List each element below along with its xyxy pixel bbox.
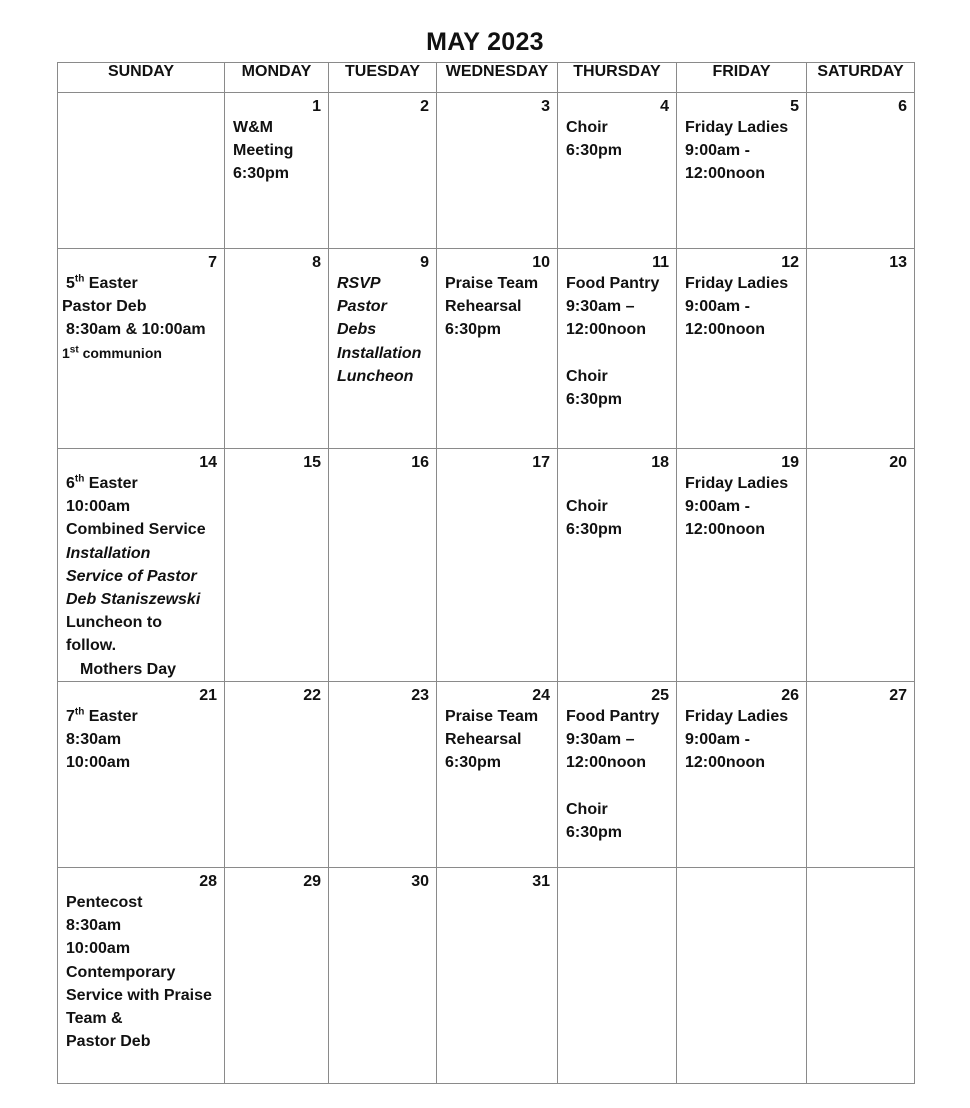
- day-cell-9: [329, 249, 437, 449]
- event-line: Team &: [66, 1010, 123, 1028]
- event-line: Choir: [566, 119, 608, 136]
- day-number: 29: [303, 873, 321, 890]
- day-number: 20: [889, 454, 907, 471]
- event-line: Friday Ladies: [685, 475, 789, 492]
- event-line: 12:00noon: [685, 521, 766, 539]
- event-line: 9:00am -: [685, 142, 750, 160]
- day-number: 31: [532, 873, 550, 890]
- day-cell-5: [677, 93, 807, 249]
- day-number: 12: [781, 254, 799, 271]
- day-cell-21: [58, 682, 225, 868]
- day-number: 22: [303, 687, 321, 704]
- event-line: Installation: [66, 544, 151, 562]
- day-number: 21: [199, 687, 217, 704]
- day-cell-28: [58, 868, 225, 1084]
- day-number: 16: [411, 454, 429, 471]
- day-cell-22: [225, 682, 329, 868]
- day-number: 15: [303, 454, 321, 471]
- event-line: 9:00am -: [685, 298, 750, 316]
- event-line: RSVP: [337, 275, 381, 292]
- event-line: Pastor Deb: [66, 1033, 151, 1051]
- week-row: [58, 449, 915, 682]
- event-line: 12:00noon: [685, 321, 766, 339]
- day-cell-18: [558, 449, 677, 682]
- event-line: 6:30pm: [566, 823, 623, 841]
- event-line: 9:00am -: [685, 731, 750, 749]
- ordinal-suffix: th: [74, 473, 85, 485]
- event-line: Friday Ladies: [685, 708, 789, 725]
- day-number: 3: [541, 98, 550, 115]
- empty-day-cell: [677, 868, 807, 1084]
- event-line: Service with Praise: [66, 986, 212, 1004]
- event-line: 8:30am: [66, 731, 122, 749]
- day-number: 8: [312, 254, 321, 271]
- event-line: Choir: [566, 498, 608, 515]
- day-cell-4: [558, 93, 677, 249]
- day-cell-16: [329, 449, 437, 682]
- event-line: Rehearsal: [445, 298, 522, 316]
- event-line: 6:30pm: [233, 165, 290, 183]
- day-cell-20: [807, 449, 915, 682]
- day-cell-11: [558, 249, 677, 449]
- day-cell-12: [677, 249, 807, 449]
- event-line: Praise Team: [445, 708, 539, 725]
- day-cell-30: [329, 868, 437, 1084]
- day-number: 13: [889, 254, 907, 271]
- day-cell-29: [225, 868, 329, 1084]
- event-line: W&M: [233, 119, 273, 136]
- event-line: Luncheon: [337, 367, 414, 385]
- ordinal-suffix: th: [74, 273, 85, 285]
- event-line: Rehearsal: [445, 731, 522, 749]
- event-line: follow.: [66, 637, 117, 655]
- day-cell-24: [437, 682, 558, 868]
- event-line: 6:30pm: [445, 321, 502, 339]
- event-line: Pentecost: [66, 894, 143, 911]
- day-number: 18: [651, 454, 669, 471]
- weekday-tuesday: TUESDAY: [329, 63, 437, 93]
- day-number: 27: [889, 687, 907, 704]
- event-line: Installation: [337, 344, 422, 362]
- event-line: 10:00am: [66, 754, 131, 772]
- event-line: Pastor Deb: [62, 298, 147, 316]
- event-line: Combined Service: [66, 521, 206, 539]
- day-cell-7: [58, 249, 225, 449]
- day-number: 7: [208, 254, 217, 271]
- spacer: [558, 342, 676, 365]
- day-cell-31: [437, 868, 558, 1084]
- day-number: 9: [420, 254, 429, 271]
- event-text: communion: [78, 344, 162, 361]
- ordinal-number: 1: [62, 344, 70, 361]
- day-number: 1: [312, 98, 321, 115]
- event-line: Friday Ladies: [685, 275, 789, 292]
- event-line: 9:30am –: [566, 731, 635, 749]
- event-line: 6:30pm: [566, 390, 623, 408]
- event-line: Deb Staniszewski: [66, 591, 201, 609]
- event-line: Food Pantry: [566, 275, 660, 292]
- day-cell-25: [558, 682, 677, 868]
- event-line: 12:00noon: [566, 754, 647, 772]
- event-line: 10:00am: [66, 940, 131, 958]
- event-line: 12:00noon: [685, 165, 766, 183]
- event-line: 6:30pm: [566, 142, 623, 160]
- event-line: Meeting: [233, 142, 294, 160]
- day-cell-14: [58, 449, 225, 682]
- day-number: 25: [651, 687, 669, 704]
- calendar-title: MAY 2023: [426, 28, 544, 56]
- week-row: [58, 868, 915, 1084]
- week-row: [58, 682, 915, 868]
- day-cell-23: [329, 682, 437, 868]
- event-line: [58, 705, 224, 728]
- event-line: 9:00am -: [685, 498, 750, 516]
- weekday-header-row: [58, 63, 915, 93]
- weekday-saturday: SATURDAY: [807, 63, 915, 93]
- day-number: 4: [660, 98, 669, 115]
- day-number: 5: [790, 98, 799, 115]
- event-line: [58, 342, 224, 365]
- event-line: Debs: [337, 321, 377, 339]
- ordinal-number: 7: [66, 708, 75, 725]
- event-text: Easter: [84, 708, 138, 725]
- day-number: 26: [781, 687, 799, 704]
- event-line: Service of Pastor: [66, 567, 197, 585]
- ordinal-number: 5: [66, 275, 75, 292]
- day-cell-10: [437, 249, 558, 449]
- empty-day-cell: [558, 868, 677, 1084]
- day-number: 23: [411, 687, 429, 704]
- empty-day-cell: [807, 868, 915, 1084]
- event-line: 8:30am: [66, 917, 122, 935]
- event-line: Choir: [566, 800, 608, 818]
- day-number: 24: [532, 687, 550, 704]
- event-line: 6:30pm: [445, 754, 502, 772]
- event-line: Contemporary: [66, 963, 176, 981]
- day-cell-27: [807, 682, 915, 868]
- day-cell-17: [437, 449, 558, 682]
- event-line: 12:00noon: [685, 754, 766, 772]
- day-cell-15: [225, 449, 329, 682]
- day-cell-3: [437, 93, 558, 249]
- event-text: Easter: [84, 275, 138, 292]
- ordinal-suffix: st: [69, 343, 79, 355]
- weekday-thursday: THURSDAY: [558, 63, 677, 93]
- day-cell-26: [677, 682, 807, 868]
- day-cell-19: [677, 449, 807, 682]
- ordinal-number: 6: [66, 475, 75, 492]
- event-text: Easter: [84, 475, 138, 492]
- event-line: [58, 472, 224, 495]
- event-line: Pastor: [337, 298, 387, 316]
- weekday-friday: FRIDAY: [677, 63, 807, 93]
- event-line: Food Pantry: [566, 708, 660, 725]
- event-line: Praise Team: [445, 275, 539, 292]
- event-line: 6:30pm: [566, 521, 623, 539]
- empty-day-cell: [58, 93, 225, 249]
- day-cell-13: [807, 249, 915, 449]
- event-line: [58, 272, 224, 295]
- weekday-monday: MONDAY: [225, 63, 329, 93]
- day-number: 10: [532, 254, 550, 271]
- event-line: 9:30am –: [566, 298, 635, 316]
- day-cell-1: [225, 93, 329, 249]
- week-row: [58, 93, 915, 249]
- event-line: 8:30am & 10:00am: [66, 321, 206, 339]
- event-line: 10:00am: [66, 498, 131, 516]
- calendar-grid: [57, 62, 915, 1084]
- day-cell-6: [807, 93, 915, 249]
- day-cell-8: [225, 249, 329, 449]
- event-line: Choir: [566, 367, 608, 385]
- event-line: Luncheon to: [66, 614, 162, 632]
- event-line: Friday Ladies: [685, 119, 789, 136]
- spacer: [558, 775, 676, 798]
- spacer: [558, 472, 676, 495]
- week-row: [58, 249, 915, 449]
- event-line: 12:00noon: [566, 321, 647, 339]
- day-number: 19: [781, 454, 799, 471]
- day-number: 11: [652, 254, 669, 271]
- weekday-wednesday: WEDNESDAY: [437, 63, 558, 93]
- day-number: 30: [411, 873, 429, 890]
- weekday-sunday: SUNDAY: [58, 63, 225, 93]
- event-line: Mothers Day: [80, 660, 177, 678]
- ordinal-suffix: th: [74, 706, 85, 718]
- day-number: 17: [532, 454, 550, 471]
- day-cell-2: [329, 93, 437, 249]
- day-number: 14: [199, 454, 217, 471]
- day-number: 28: [199, 873, 217, 890]
- day-number: 2: [420, 98, 429, 115]
- day-number: 6: [898, 98, 907, 115]
